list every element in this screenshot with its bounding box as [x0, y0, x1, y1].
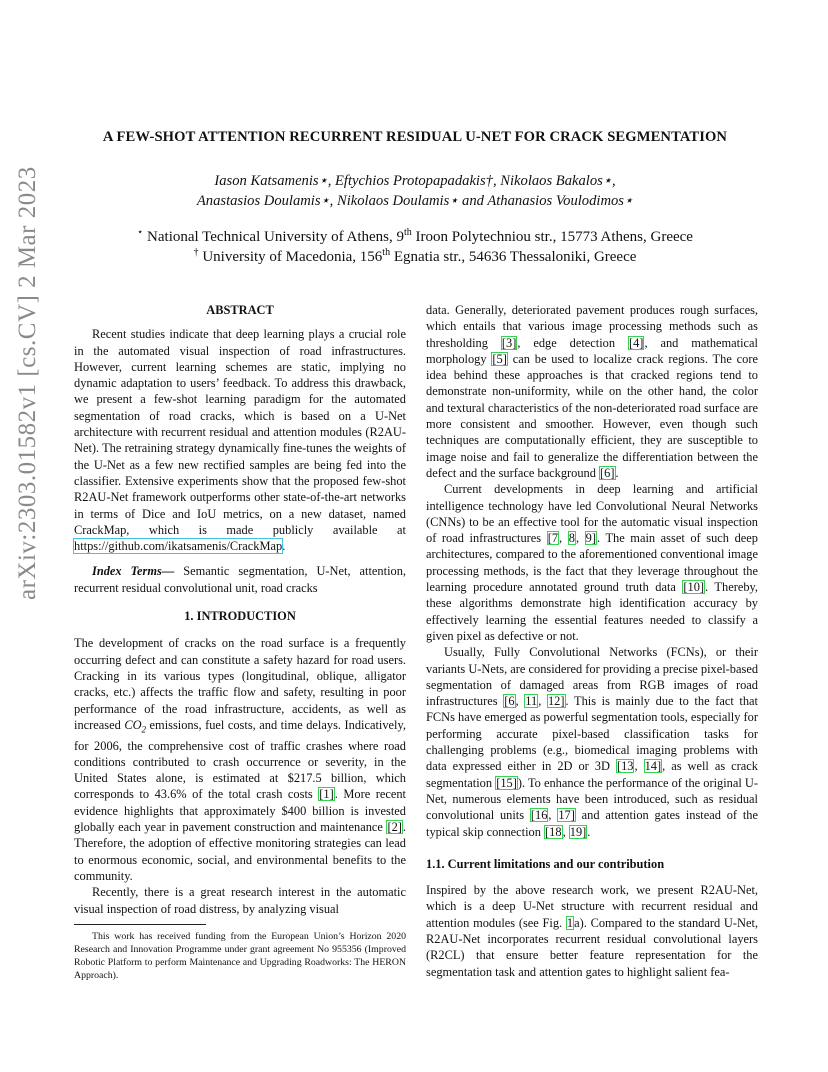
abstract-body: Recent studies indicate that deep learning plays a crucial role in the automated visual inspection of road infrastructures. However, current learning schemes are static, implying no dynamic adaptation to users’ feedback. To address this drawback, we present a few-shot learning paradigm for the automated segmentation of road cracks, which is based on a U-Net architecture with recurrent residual and attention modules (R2AU-Net). The retraining strategy dynamically fine-tunes the weights of the U-Net as a few new rectified samples are being fed into the classifier. Extensive experiments show that the proposed few-shot R2AU-Net framework outperforms other state-of-the-art networks in terms of Dice and IoU metrics, on a new dataset, named CrackMap, which is made publicly available at: [74, 327, 406, 537]
affiliation-2-mark: †: [193, 247, 199, 258]
authors-line-2: Anastasios Doulamis⋆, Nikolaos Doulamis⋆ and Athanasios Voulodimos⋆: [196, 193, 634, 209]
intro-text: The development of cracks on the road surface is a frequently occurring defect and can constitute a safety hazard for road users. Cracking in its various types (longitudinal, oblique, alligator cracks, etc.) affects the traffic flow and safety, resulting in poor performance of the road infrastructure, accidents, as well as increased: [74, 636, 406, 732]
citation-12[interactable]: 12]: [547, 694, 565, 709]
body-text: can be used to localize crack regions. The core idea behind these approaches is that cracked regions tend to demonstrate non-uniformity, while on the other hand, the color and textural characteristics of the non-deteriorated road surface are more consistent and smoother. However, even though such techniques are computationally efficient, they are susceptible to image noise and fail to generalize the differentiation between the defect and the surface background: [426, 351, 758, 480]
intro-paragraph-1: [74, 635, 406, 884]
affiliation-2-text-end: Egnatia str., 54636 Thessaloniki, Greece: [390, 249, 637, 265]
body-text: .: [587, 824, 591, 839]
citation-13[interactable]: [13: [616, 759, 634, 774]
body-text: . Thereby, these algorithms demonstrate high identification accuracy by effectively learning the essential features needed to classify a given pixel as defective or not.: [426, 580, 759, 643]
intro-paragraph-2: Recently, there is a great research interest in the automatic visual inspection of road distress, by analyzing visual: [74, 885, 406, 916]
body-text: ). To enhance the performance of the original U-Net, numerous elements have been introduced, such as residual convolutional units: [426, 775, 759, 823]
right-column: [426, 302, 758, 980]
body-text: and attention gates instead of the typical skip connection: [426, 808, 758, 839]
intro-text: . Therefore, the adoption of effective monitoring strategies can lead to enormous economic, social, and environmental benefits to the community.: [74, 820, 406, 883]
abstract-heading: ABSTRACT: [206, 303, 274, 317]
citation-7[interactable]: [7: [547, 531, 559, 546]
index-terms-text: Semantic segmentation, U-Net, attention, recurrent residual convolutional unit, road cracks: [74, 564, 406, 595]
crackmap-link[interactable]: https://github.com/ikatsamenis/CrackMap: [74, 539, 283, 554]
citation-8[interactable]: 8: [568, 531, 575, 546]
co2-symbol: $CO_2$: [124, 717, 147, 735]
affiliations: [60, 227, 770, 267]
body-text: , and mathematical morphology: [426, 335, 758, 366]
affiliation-1-mark: ⋆: [137, 227, 144, 238]
footnote-rule: [74, 924, 206, 925]
citation-14[interactable]: 14]: [644, 759, 662, 774]
intro-heading: 1. INTRODUCTION: [184, 609, 296, 624]
citation-1[interactable]: [1]: [319, 787, 334, 802]
right-paragraph-3: Usually, Fully Convolutional Networks (FCNs), or their variants U-Nets, are considered for providing a precise pixel-based segmentation of damaged areas from RGB images of road infrastructures [6, 11, 12]. This is mainly due to the fact that FCNs have emerged as powerful segmentation tools, especially for performing accurate pixel-based classification tasks for challenging problems (e.g., biomedical imaging problems with data expressed either in 2D or 3D [13, 14], as well as crack segmentation [15]). To enhance the performance of the original U-Net, numerous elements have been introduced, such as residual convolutional units [16, 17] and attention gates instead of the typical skip connection [18, 19].: [426, 645, 759, 839]
citation-6[interactable]: [6]: [600, 465, 615, 480]
body-text: . This is mainly due to the fact that FCNs have emerged as powerful segmentation tools, especially for performing accurate pixel-based classification tasks for challenging problems (e.g., biomedical imaging problems with data expressed either in 2D or 3D: [426, 694, 758, 774]
citation-16[interactable]: [16: [530, 808, 548, 823]
right-paragraph-4: [426, 882, 758, 980]
citation-18[interactable]: [18: [545, 824, 562, 839]
citation-17[interactable]: 17]: [558, 808, 575, 823]
affiliation-1-text-end: Iroon Polytechniou str., 15773 Athens, Greece: [411, 229, 693, 245]
citation-11[interactable]: 11: [525, 694, 538, 709]
authors-line-1: Iason Katsamenis⋆, Eftychios Protopapadakis†, Nikolaos Bakalos⋆,: [214, 173, 616, 189]
index-terms: [74, 563, 406, 596]
figure-1-ref[interactable]: 1: [566, 915, 574, 930]
citation-19[interactable]: 19]: [569, 824, 587, 839]
citation-6b[interactable]: [6: [504, 694, 515, 709]
affiliation-1-sup: th: [403, 227, 412, 238]
body-text: , edge detection: [517, 335, 628, 350]
body-text: a). Compared to the standard U-Net, R2AU-Net incorporates recurrent residual convolutional layers (R2CL) that ensure better feature representation for the segmentation task and attention gates to highlight salient fea-: [426, 915, 758, 979]
body-text: Inspired by the above research work, we present R2AU-Net, which is a deep U-Net structure with recurrent residual and attention modules (see Fig.: [426, 883, 758, 930]
citation-5[interactable]: [5]: [492, 351, 507, 366]
citation-2[interactable]: [2]: [387, 820, 402, 835]
intro-text: . More recent evidence highlights that approximately $400 billion is invested globally each year in pavement construction and maintenance: [74, 787, 407, 835]
affiliation-1-text: National Technical University of Athens, 9: [143, 229, 404, 245]
citation-9[interactable]: 9]: [585, 531, 596, 546]
citation-3[interactable]: [3]: [501, 335, 517, 350]
body-text: . The main asset of such deep architectures, compared to the aforementioned conventional image processing methods, is the fact that they leverage throughout the learning procedure annotated ground truth data: [426, 531, 758, 595]
funding-footnote: This work has received funding from the European Union’s Horizon 2020 Research and Innovation Programme under grant agreement No 955356 (Improved Robotic Platform to perform Maintenance and Upgrading Roadworks: The HERON Approach).: [74, 931, 406, 981]
citation-10[interactable]: [10]: [683, 580, 705, 595]
body-text: Current developments in deep learning and artificial intelligence technology have led Convolutional Neural Networks (CNNs) to be an effective tool for the automatic visual inspection of road infrastructures: [426, 482, 758, 546]
citation-15[interactable]: [15]: [496, 775, 517, 790]
paper-title: A FEW-SHOT ATTENTION RECURRENT RESIDUAL U-NET FOR CRACK SEGMENTATION: [102, 129, 728, 145]
author-list: [60, 171, 770, 211]
affiliation-2-text: University of Macedonia, 156: [198, 249, 383, 265]
citation-4[interactable]: [4]: [628, 335, 644, 350]
body-text: Usually, Fully Convolutional Networks (FCNs), or their variants U-Nets, are considered for providing a precise pixel-based segmentation of damaged areas from RGB images of road infrastructures: [426, 645, 759, 709]
abstract-text: [74, 326, 406, 554]
body-text: , as well as crack segmentation: [426, 759, 758, 790]
index-terms-label: Index Terms—: [92, 564, 175, 579]
right-paragraph-2: Current developments in deep learning and artificial intelligence technology have led Convolutional Neural Networks (CNNs) to be an effective tool for the automatic visual inspection of road infrastructures [7, 8, 9]. The main asset of such deep architectures, compared to the aforementioned conventional image processing methods, is the fact that they leverage throughout the learning procedure annotated ground truth data [10]. Thereby, these algorithms demonstrate high identification accuracy by effectively learning the essential features needed to classify a given pixel as defective or not.: [426, 482, 759, 643]
left-column: [74, 302, 406, 917]
abstract-end: .: [282, 539, 286, 554]
body-text: data. Generally, deteriorated pavement produces rough surfaces, which entails that various image processing methods such as thresholding: [426, 303, 758, 350]
right-paragraph-1: [426, 302, 758, 481]
intro-text: emissions, fuel costs, and time delays. Indicatively, for 2006, the comprehensive cost of traffic crashes where road conditions contributed to crash occurrence or severity, in the United States alone, is estimated at $217.5 billion, which corresponds to 43.6% of the total crash costs: [74, 717, 406, 802]
affiliation-2-sup: th: [382, 247, 391, 258]
subsection-heading: 1.1. Current limitations and our contribution: [426, 856, 665, 871]
affiliation-1: [60, 227, 770, 247]
body-text: .: [615, 465, 619, 480]
affiliation-2: [60, 247, 770, 267]
arxiv-identifier: arXiv:2303.01582v1 [cs.CV] 2 Mar 2023: [14, 166, 41, 600]
